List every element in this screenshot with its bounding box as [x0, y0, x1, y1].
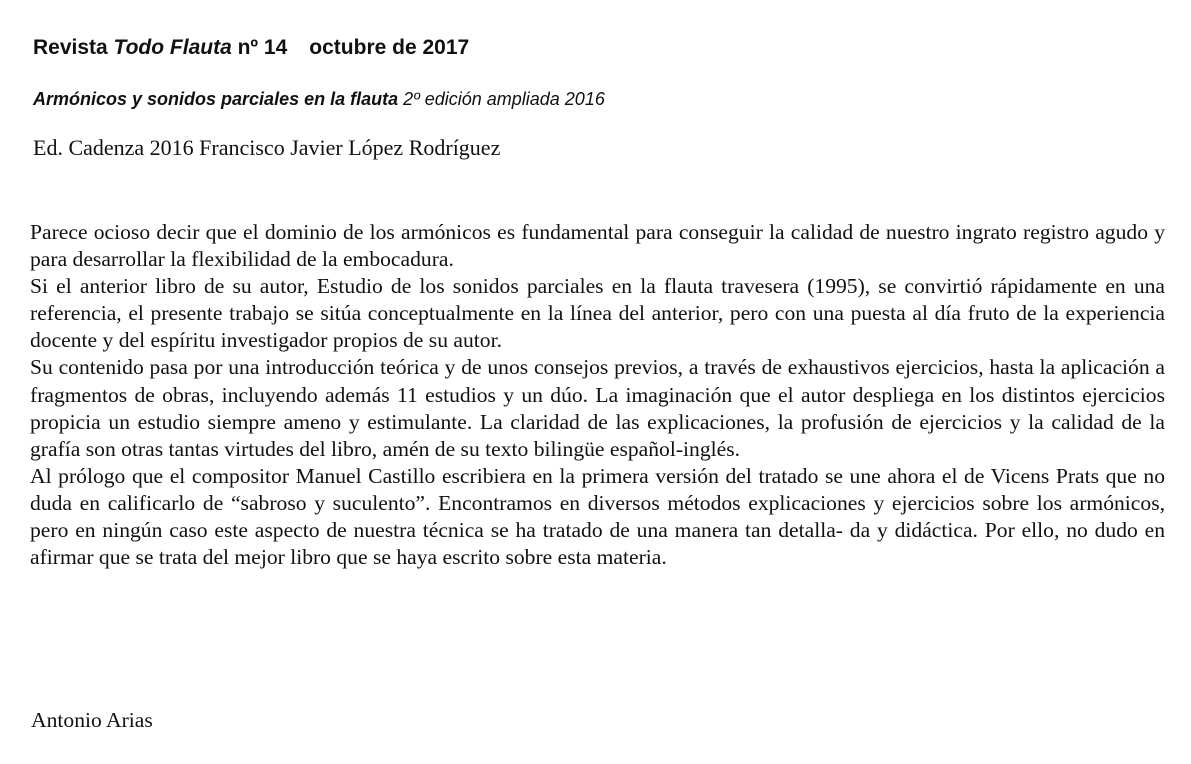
signature: Antonio Arias: [31, 708, 153, 732]
publisher-line: Ed. Cadenza 2016 Francisco Javier López Rodríguez: [33, 135, 501, 160]
issue-date: octubre de 2017: [309, 36, 470, 59]
book-edition: 2º edición ampliada 2016: [398, 89, 605, 109]
review-body: [30, 219, 1165, 571]
issue-number: nº 14: [231, 36, 288, 59]
book-title-line: [33, 87, 605, 111]
magazine-prefix: Revista: [33, 36, 114, 59]
paragraph: Parece ocioso decir que el dominio de los armónicos es fundamental para conseguir la calidad de nuestro ingrato registro agudo y para desarrollar la flexibilidad de la embocadura.: [30, 220, 1165, 272]
book-title: Armónicos y sonidos parciales en la flauta: [33, 89, 399, 109]
paragraph: Al prólogo que el compositor Manuel Castillo escribiera en la primera versión del tratado se une ahora el de Vicens Prats que no duda en calificarlo de “sabroso y suculento”. Encontramos en diversos métodos explicaciones y ejercicios sobre los armónicos, pero en ningún caso este aspecto de nuestra técnica se ha tratado de una manera tan detalla- da y didáctica. Por ello, no dudo en afirmar que se trata del mejor libro que se haya escrito sobre esta materia.: [30, 463, 1165, 570]
paragraph: Si el anterior libro de su autor, Estudio de los sonidos parciales en la flauta travesera (1995), se convirtió rápidamente en una referencia, el presente trabajo se sitúa conceptualmente en la línea del anterior, pero con una puesta al día fruto de la experiencia docente y del espíritu investigador propios de su autor.: [30, 274, 1165, 353]
paragraph: Su contenido pasa por una introducción teórica y de unos consejos previos, a través de exhaustivos ejercicios, hasta la aplicación a fragmentos de obras, incluyendo además 11 estudios y un dúo. La imaginación que el autor despliega en los distintos ejercicios propicia un estudio siempre ameno y estimulante. La claridad de las explicaciones, la profusión de ejercicios y la calidad de la grafía son otras tantas virtudes del libro, amén de su texto bilingüe español-inglés.: [30, 355, 1165, 461]
magazine-name: Todo Flauta: [113, 36, 232, 59]
magazine-header: [33, 34, 469, 62]
